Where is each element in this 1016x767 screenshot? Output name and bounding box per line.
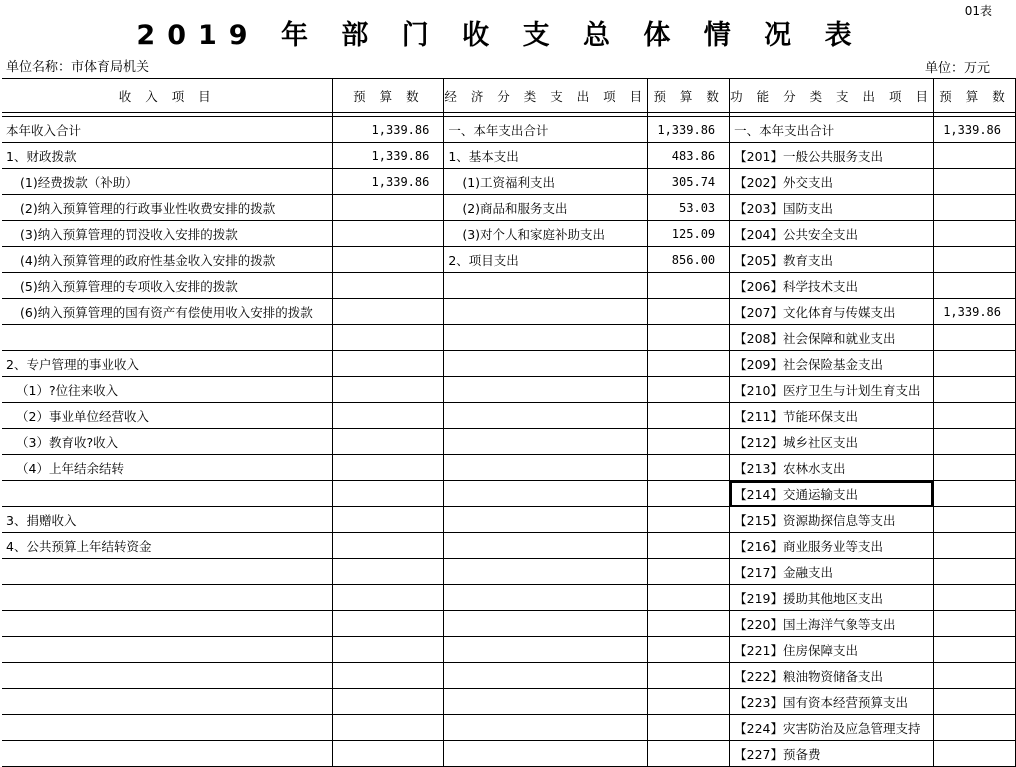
table-row	[2, 273, 1016, 299]
econ-item-cell[interactable]	[444, 689, 648, 715]
income-amount-cell[interactable]	[333, 481, 444, 507]
income-amount-cell[interactable]	[333, 741, 444, 767]
func-item-cell[interactable]: 【208】社会保障和就业支出	[730, 325, 934, 351]
income-amount-cell[interactable]	[333, 533, 444, 559]
income-item-cell[interactable]: (2)纳入预算管理的行政事业性收费安排的拨款	[2, 195, 333, 221]
econ-amount-cell[interactable]	[648, 689, 730, 715]
func-item-cell[interactable]: 【216】商业服务业等支出	[730, 533, 934, 559]
column-header[interactable]: 经 济 分 类 支 出 项 目	[444, 79, 648, 113]
table-row	[2, 507, 1016, 533]
table-row	[2, 559, 1016, 585]
func-item-cell[interactable]: 【207】文化体育与传媒支出	[730, 299, 934, 325]
func-amount-cell[interactable]	[933, 663, 1015, 689]
func-amount-cell[interactable]	[933, 143, 1015, 169]
income-amount-cell[interactable]	[333, 377, 444, 403]
econ-amount-cell[interactable]	[648, 455, 730, 481]
table-row	[2, 715, 1016, 741]
income-amount-cell[interactable]	[333, 429, 444, 455]
income-amount-cell[interactable]: 1,339.86	[333, 117, 444, 143]
econ-item-cell[interactable]	[444, 429, 648, 455]
table-row	[2, 585, 1016, 611]
func-amount-cell[interactable]	[933, 611, 1015, 637]
func-item-cell[interactable]: 【221】住房保障支出	[730, 637, 934, 663]
econ-amount-cell[interactable]	[648, 637, 730, 663]
income-amount-cell[interactable]	[333, 403, 444, 429]
econ-item-cell[interactable]	[444, 299, 648, 325]
econ-item-cell[interactable]	[444, 455, 648, 481]
func-amount-cell[interactable]: 1,339.86	[933, 299, 1015, 325]
func-amount-cell[interactable]	[933, 429, 1015, 455]
income-item-cell[interactable]: （2）事业单位经营收入	[2, 403, 333, 429]
func-item-cell[interactable]: 【217】金融支出	[730, 559, 934, 585]
econ-amount-cell[interactable]	[648, 273, 730, 299]
income-item-cell[interactable]: （3）教育收?收入	[2, 429, 333, 455]
income-item-cell[interactable]: (3)纳入预算管理的罚没收入安排的拨款	[2, 221, 333, 247]
econ-amount-cell[interactable]	[648, 377, 730, 403]
table-row	[2, 377, 1016, 403]
econ-item-cell[interactable]	[444, 741, 648, 767]
econ-item-cell[interactable]	[444, 559, 648, 585]
table-row	[2, 689, 1016, 715]
currency-unit-label: 单位：万元	[924, 61, 990, 76]
func-amount-cell[interactable]	[933, 169, 1015, 195]
func-item-cell[interactable]: 【222】粮油物资储备支出	[730, 663, 934, 689]
table-row	[2, 637, 1016, 663]
income-item-cell[interactable]: 4、公共预算上年结转资金	[2, 533, 333, 559]
econ-item-cell[interactable]: (2)商品和服务支出	[444, 195, 648, 221]
func-amount-cell[interactable]	[933, 533, 1015, 559]
econ-amount-cell[interactable]	[648, 351, 730, 377]
econ-item-cell[interactable]	[444, 715, 648, 741]
income-amount-cell[interactable]: 1,339.86	[333, 143, 444, 169]
income-amount-cell[interactable]	[333, 195, 444, 221]
form-number: 01表	[964, 4, 992, 18]
table-row	[2, 611, 1016, 637]
table-row	[2, 143, 1016, 169]
func-item-cell[interactable]: 【206】科学技术支出	[730, 273, 934, 299]
table-row	[2, 741, 1016, 767]
table-row	[2, 325, 1016, 351]
econ-amount-cell[interactable]: 53.03	[648, 195, 730, 221]
econ-item-cell[interactable]	[444, 325, 648, 351]
func-item-cell[interactable]: 【209】社会保险基金支出	[730, 351, 934, 377]
income-item-cell[interactable]: 3、捐赠收入	[2, 507, 333, 533]
income-amount-cell[interactable]	[333, 221, 444, 247]
func-item-cell[interactable]: 【223】国有资本经营预算支出	[730, 689, 934, 715]
econ-amount-cell[interactable]	[648, 715, 730, 741]
func-amount-cell[interactable]: 1,339.86	[933, 117, 1015, 143]
func-item-cell[interactable]: 【227】预备费	[730, 741, 934, 767]
income-amount-cell[interactable]	[333, 715, 444, 741]
econ-item-cell[interactable]	[444, 377, 648, 403]
econ-amount-cell[interactable]: 483.86	[648, 143, 730, 169]
econ-amount-cell[interactable]	[648, 663, 730, 689]
econ-amount-cell[interactable]	[648, 403, 730, 429]
income-item-cell[interactable]: (1)经费拨款（补助）	[2, 169, 333, 195]
page-title: 2019 年 部 门 收 支 总 体 情 况 表	[136, 20, 864, 51]
table-row	[2, 351, 1016, 377]
func-item-cell[interactable]: 【204】公共安全支出	[730, 221, 934, 247]
econ-amount-cell[interactable]: 305.74	[648, 169, 730, 195]
econ-item-cell[interactable]	[444, 273, 648, 299]
econ-item-cell[interactable]	[444, 663, 648, 689]
func-item-cell[interactable]: 一、本年支出合计	[730, 117, 934, 143]
income-amount-cell[interactable]	[333, 507, 444, 533]
econ-amount-cell[interactable]	[648, 611, 730, 637]
func-item-cell[interactable]: 【215】资源勘探信息等支出	[730, 507, 934, 533]
income-amount-cell[interactable]	[333, 325, 444, 351]
table-row	[2, 455, 1016, 481]
table-row	[2, 429, 1016, 455]
column-header[interactable]: 预 算 数	[933, 79, 1015, 113]
econ-item-cell[interactable]: (3)对个人和家庭补助支出	[444, 221, 648, 247]
income-item-cell[interactable]	[2, 585, 333, 611]
econ-item-cell[interactable]	[444, 351, 648, 377]
income-item-cell[interactable]	[2, 715, 333, 741]
income-item-cell[interactable]	[2, 481, 333, 507]
econ-amount-cell[interactable]: 125.09	[648, 221, 730, 247]
func-item-cell[interactable]: 【220】国土海洋气象等支出	[730, 611, 934, 637]
func-item-cell[interactable]: 【203】国防支出	[730, 195, 934, 221]
income-item-cell[interactable]: 本年收入合计	[2, 117, 333, 143]
econ-amount-cell[interactable]	[648, 507, 730, 533]
table-row	[2, 481, 1016, 507]
func-amount-cell[interactable]	[933, 741, 1015, 767]
income-amount-cell[interactable]	[333, 351, 444, 377]
table-row	[2, 247, 1016, 273]
func-item-cell[interactable]: 【205】教育支出	[730, 247, 934, 273]
column-header[interactable]: 功 能 分 类 支 出 项 目	[730, 79, 934, 113]
unit-name-label: 单位名称：市体育局机关	[6, 60, 150, 75]
func-item-cell[interactable]: 【213】农林水支出	[730, 455, 934, 481]
income-amount-cell[interactable]	[333, 585, 444, 611]
income-amount-cell[interactable]	[333, 559, 444, 585]
func-item-cell[interactable]: 【202】外交支出	[730, 169, 934, 195]
econ-amount-cell[interactable]	[648, 299, 730, 325]
econ-item-cell[interactable]: 一、本年支出合计	[444, 117, 648, 143]
func-amount-cell[interactable]	[933, 481, 1015, 507]
table-row	[2, 195, 1016, 221]
income-item-cell[interactable]: (5)纳入预算管理的专项收入安排的拨款	[2, 273, 333, 299]
income-amount-cell[interactable]	[333, 663, 444, 689]
income-item-cell[interactable]: (6)纳入预算管理的国有资产有偿使用收入安排的拨款	[2, 299, 333, 325]
income-item-cell[interactable]: （1）?位往来收入	[2, 377, 333, 403]
func-item-cell[interactable]: 【212】城乡社区支出	[730, 429, 934, 455]
func-amount-cell[interactable]	[933, 507, 1015, 533]
income-item-cell[interactable]	[2, 611, 333, 637]
econ-item-cell[interactable]: 1、基本支出	[444, 143, 648, 169]
econ-amount-cell[interactable]: 856.00	[648, 247, 730, 273]
func-amount-cell[interactable]	[933, 455, 1015, 481]
column-header[interactable]: 预 算 数	[333, 79, 444, 113]
budget-table	[2, 78, 1016, 767]
income-item-cell[interactable]: （4）上年结余结转	[2, 455, 333, 481]
income-item-cell[interactable]	[2, 741, 333, 767]
func-amount-cell[interactable]	[933, 585, 1015, 611]
func-amount-cell[interactable]	[933, 221, 1015, 247]
econ-amount-cell[interactable]	[648, 533, 730, 559]
income-amount-cell[interactable]: 1,339.86	[333, 169, 444, 195]
econ-item-cell[interactable]	[444, 611, 648, 637]
table-row	[2, 117, 1016, 143]
econ-amount-cell[interactable]	[648, 741, 730, 767]
func-item-cell[interactable]: 【224】灾害防治及应急管理支持	[730, 715, 934, 741]
income-item-cell[interactable]: (4)纳入预算管理的政府性基金收入安排的拨款	[2, 247, 333, 273]
econ-amount-cell[interactable]	[648, 481, 730, 507]
econ-amount-cell[interactable]	[648, 429, 730, 455]
func-amount-cell[interactable]	[933, 247, 1015, 273]
table-header-row	[2, 79, 1016, 113]
func-amount-cell[interactable]	[933, 637, 1015, 663]
income-item-cell[interactable]: 1、财政拨款	[2, 143, 333, 169]
income-amount-cell[interactable]	[333, 455, 444, 481]
econ-item-cell[interactable]	[444, 403, 648, 429]
table-row	[2, 169, 1016, 195]
income-item-cell[interactable]	[2, 663, 333, 689]
table-row	[2, 403, 1016, 429]
income-item-cell[interactable]	[2, 325, 333, 351]
func-item-cell[interactable]: 【210】医疗卫生与计划生育支出	[730, 377, 934, 403]
table-row	[2, 299, 1016, 325]
income-amount-cell[interactable]	[333, 689, 444, 715]
func-amount-cell[interactable]	[933, 403, 1015, 429]
econ-item-cell[interactable]	[444, 481, 648, 507]
income-item-cell[interactable]	[2, 689, 333, 715]
econ-amount-cell[interactable]	[648, 585, 730, 611]
func-item-cell[interactable]: 【201】一般公共服务支出	[730, 143, 934, 169]
income-item-cell[interactable]	[2, 559, 333, 585]
func-amount-cell[interactable]	[933, 273, 1015, 299]
func-amount-cell[interactable]	[933, 351, 1015, 377]
table-row	[2, 663, 1016, 689]
func-item-cell[interactable]: 【214】交通运输支出	[730, 481, 934, 507]
func-amount-cell[interactable]	[933, 689, 1015, 715]
income-amount-cell[interactable]	[333, 611, 444, 637]
column-header[interactable]: 预 算 数	[648, 79, 730, 113]
income-amount-cell[interactable]	[333, 299, 444, 325]
econ-item-cell[interactable]	[444, 533, 648, 559]
econ-amount-cell[interactable]	[648, 325, 730, 351]
econ-item-cell[interactable]: 2、项目支出	[444, 247, 648, 273]
func-amount-cell[interactable]	[933, 559, 1015, 585]
econ-item-cell[interactable]	[444, 507, 648, 533]
econ-amount-cell[interactable]: 1,339.86	[648, 117, 730, 143]
column-header[interactable]: 收 入 项 目	[2, 79, 333, 113]
econ-item-cell[interactable]	[444, 585, 648, 611]
econ-amount-cell[interactable]	[648, 559, 730, 585]
func-item-cell[interactable]: 【211】节能环保支出	[730, 403, 934, 429]
func-item-cell[interactable]: 【219】援助其他地区支出	[730, 585, 934, 611]
table-row	[2, 533, 1016, 559]
table-row	[2, 221, 1016, 247]
func-amount-cell[interactable]	[933, 325, 1015, 351]
income-amount-cell[interactable]	[333, 247, 444, 273]
econ-item-cell[interactable]	[444, 637, 648, 663]
econ-item-cell[interactable]: (1)工资福利支出	[444, 169, 648, 195]
func-amount-cell[interactable]	[933, 377, 1015, 403]
income-amount-cell[interactable]	[333, 637, 444, 663]
func-amount-cell[interactable]	[933, 715, 1015, 741]
income-item-cell[interactable]	[2, 637, 333, 663]
income-item-cell[interactable]: 2、专户管理的事业收入	[2, 351, 333, 377]
income-amount-cell[interactable]	[333, 273, 444, 299]
func-amount-cell[interactable]	[933, 195, 1015, 221]
